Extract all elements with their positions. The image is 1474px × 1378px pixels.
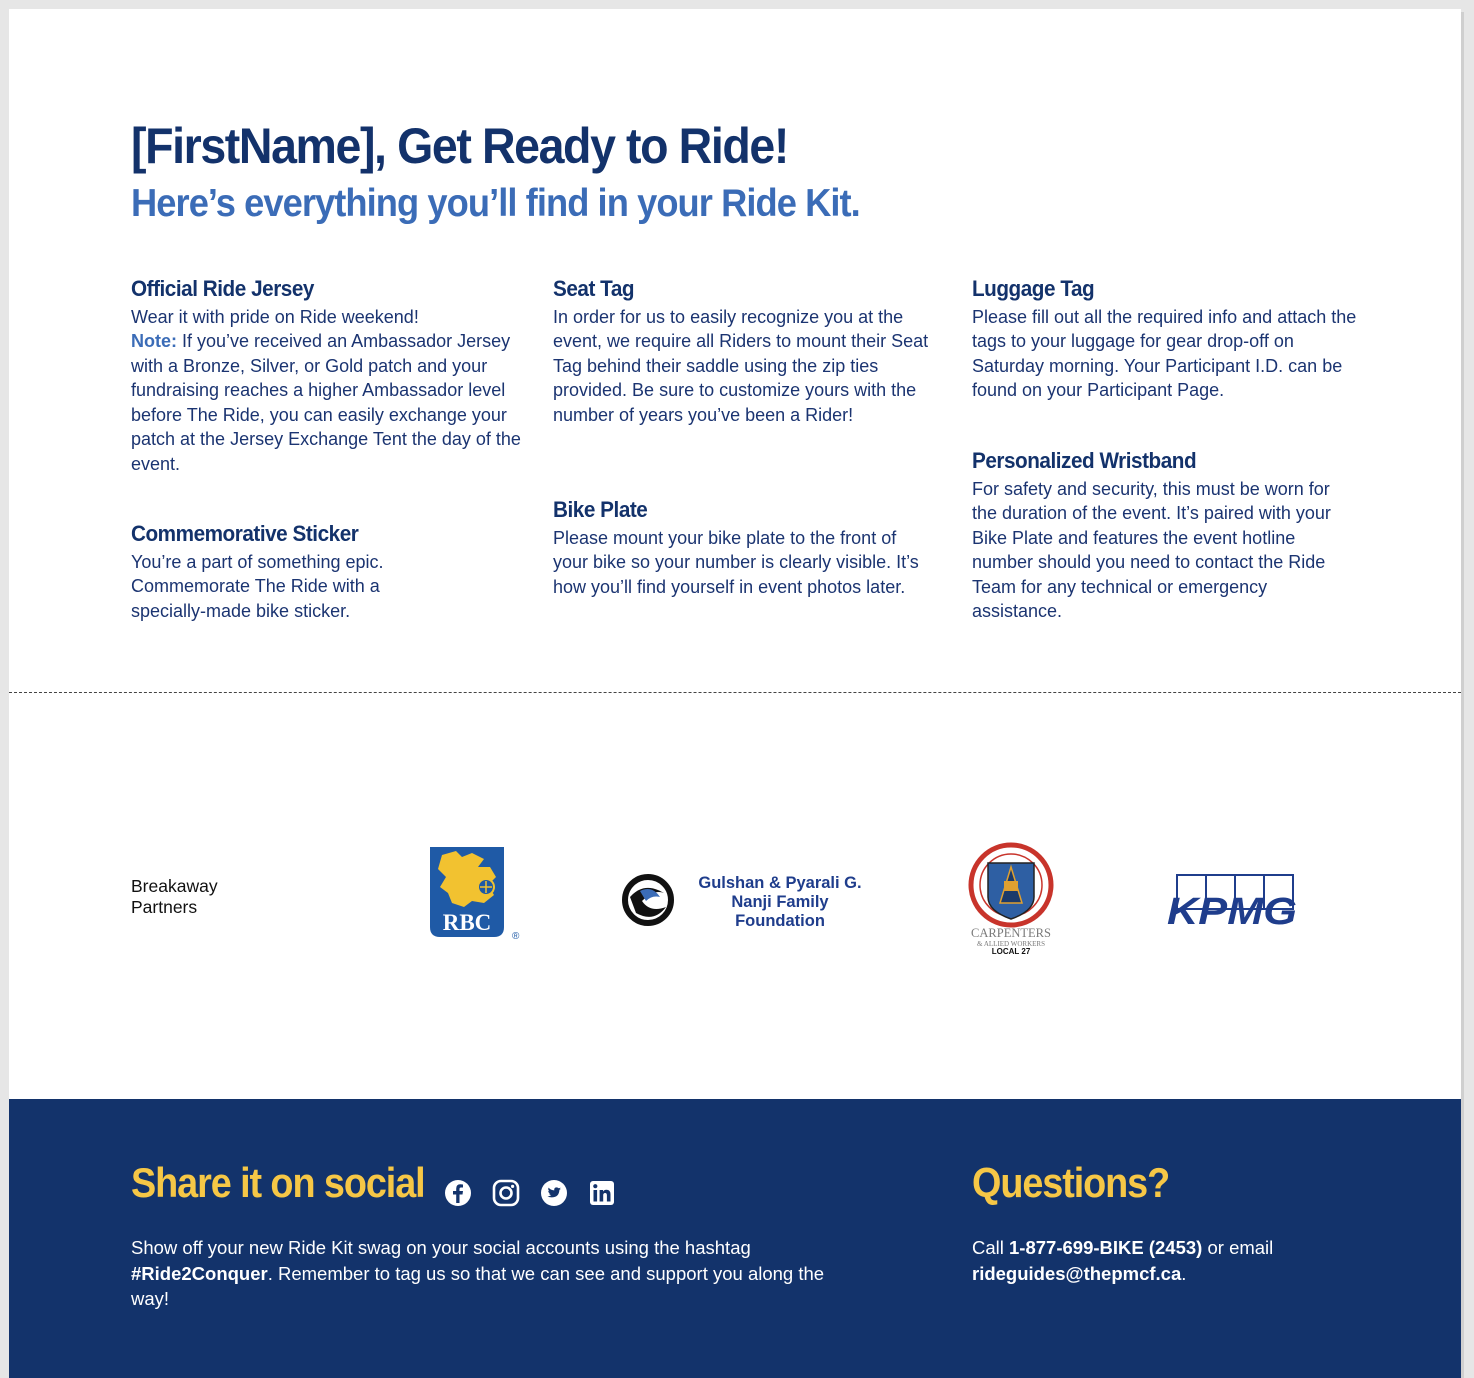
rbc-logo-mark (428, 845, 520, 945)
item-text: In order for us to easily recognize you at the event, we require all Riders to mount their Seat Tag behind their saddle using the zip ties provided. Be sure to customize yours with the number of years you’ve been a Rider! (553, 306, 929, 425)
q-text-part: . (1181, 1262, 1187, 1284)
facebook-icon[interactable] (444, 1179, 472, 1207)
item-heading: Bike Plate (553, 497, 648, 522)
item-heading: Seat Tag (553, 276, 635, 301)
carpenters-line3: LOCAL 27 (991, 947, 1031, 955)
item-text: For safety and security, this must be worn for the duration of the event. It’s paired with your Bike Plate and features the event hotline number should you need to contact the Ride Team for any technical or emergency assistance. (972, 478, 1331, 622)
ride-kit-page (9, 9, 1461, 1378)
questions-text (972, 1235, 1392, 1286)
carpenters-logo-mark (964, 841, 1058, 955)
kpmg-text: KPMG (1167, 891, 1297, 929)
nanji-line2: Nanji Family (731, 893, 829, 911)
linkedin-icon[interactable] (588, 1179, 616, 1207)
item-heading: Luggage Tag (972, 276, 1095, 301)
page-subtitle: Here’s everything you’ll find in your Ride Kit. (131, 182, 860, 225)
share-text-part: Show off your new Ride Kit swag on your social accounts using the hashtag (131, 1237, 751, 1258)
svg-text:®: ® (512, 931, 520, 942)
item-luggage-tag (972, 277, 1367, 403)
item-heading: Personalized Wristband (972, 448, 1197, 473)
item-official-ride-jersey (131, 277, 521, 476)
item-seat-tag (553, 277, 933, 427)
rbc-text: RBC (442, 910, 492, 935)
phone-number[interactable]: 1-877-699-BIKE (2453) (1009, 1237, 1203, 1258)
carpenters-local27-logo (964, 841, 1058, 960)
kpmg-logo (1167, 873, 1303, 934)
instagram-icon[interactable] (492, 1179, 520, 1207)
nanji-line1: Gulshan & Pyarali G. (698, 874, 862, 892)
nanji-foundation-logo (620, 867, 870, 938)
email-link[interactable]: rideguides@thepmcf.ca (972, 1262, 1182, 1284)
item-text: Please mount your bike plate to the front of your bike so your number is clearly visible. It’s how you’ll find yourself in event photos later. (553, 527, 919, 597)
rbc-logo (428, 845, 520, 950)
nanji-line3: Foundation (735, 912, 825, 930)
breakaway-partners-label (131, 876, 218, 918)
share-text-part: . Remember to tag us so that we can see and support you along the way! (131, 1262, 825, 1309)
item-bike-plate (553, 498, 923, 599)
hashtag: #Ride2Conquer (131, 1262, 268, 1284)
item-commemorative-sticker (131, 522, 431, 623)
item-heading: Official Ride Jersey (131, 276, 314, 301)
share-title: Share it on social (131, 1159, 425, 1206)
label-line: Breakaway (131, 876, 218, 896)
q-text-part: Call (972, 1237, 1010, 1258)
item-personalized-wristband (972, 449, 1342, 624)
questions-title: Questions? (972, 1159, 1170, 1206)
note-text: If you’ve received an Ambassador Jersey with a Bronze, Silver, or Gold patch and your fundraising reaches a higher Ambassador level before The Ride, you can easily exchange your patch at the Jersey Exchange Tent the day of the event. (131, 331, 521, 474)
item-text: Please fill out all the required info and attach the tags to your luggage for gear drop-off on Saturday morning. Your Participant I.D. can be found on your Participant Page. (972, 306, 1357, 401)
item-text (131, 305, 521, 477)
q-text-part: or email (1202, 1237, 1274, 1258)
twitter-icon[interactable] (540, 1179, 568, 1207)
item-heading: Commemorative Sticker (131, 521, 359, 546)
page-title: [FirstName], Get Ready to Ride! (131, 118, 788, 174)
share-text (131, 1235, 831, 1312)
nanji-logo-mark (620, 867, 870, 933)
kpmg-logo-mark (1167, 873, 1303, 929)
carpenters-line1: CARPENTERS (971, 926, 1051, 940)
carpenters-line2: & ALLIED WORKERS (977, 940, 1045, 948)
footer-band (9, 1099, 1461, 1378)
cut-line-divider (9, 692, 1461, 693)
page-shadow (1461, 12, 1464, 1378)
note-label: Note: (131, 331, 177, 352)
item-text: You’re a part of something epic. Commemorate The Ride with a specially-made bike sticker. (131, 551, 384, 621)
jersey-line1: Wear it with pride on Ride weekend! (131, 306, 419, 327)
label-line: Partners (131, 897, 198, 917)
